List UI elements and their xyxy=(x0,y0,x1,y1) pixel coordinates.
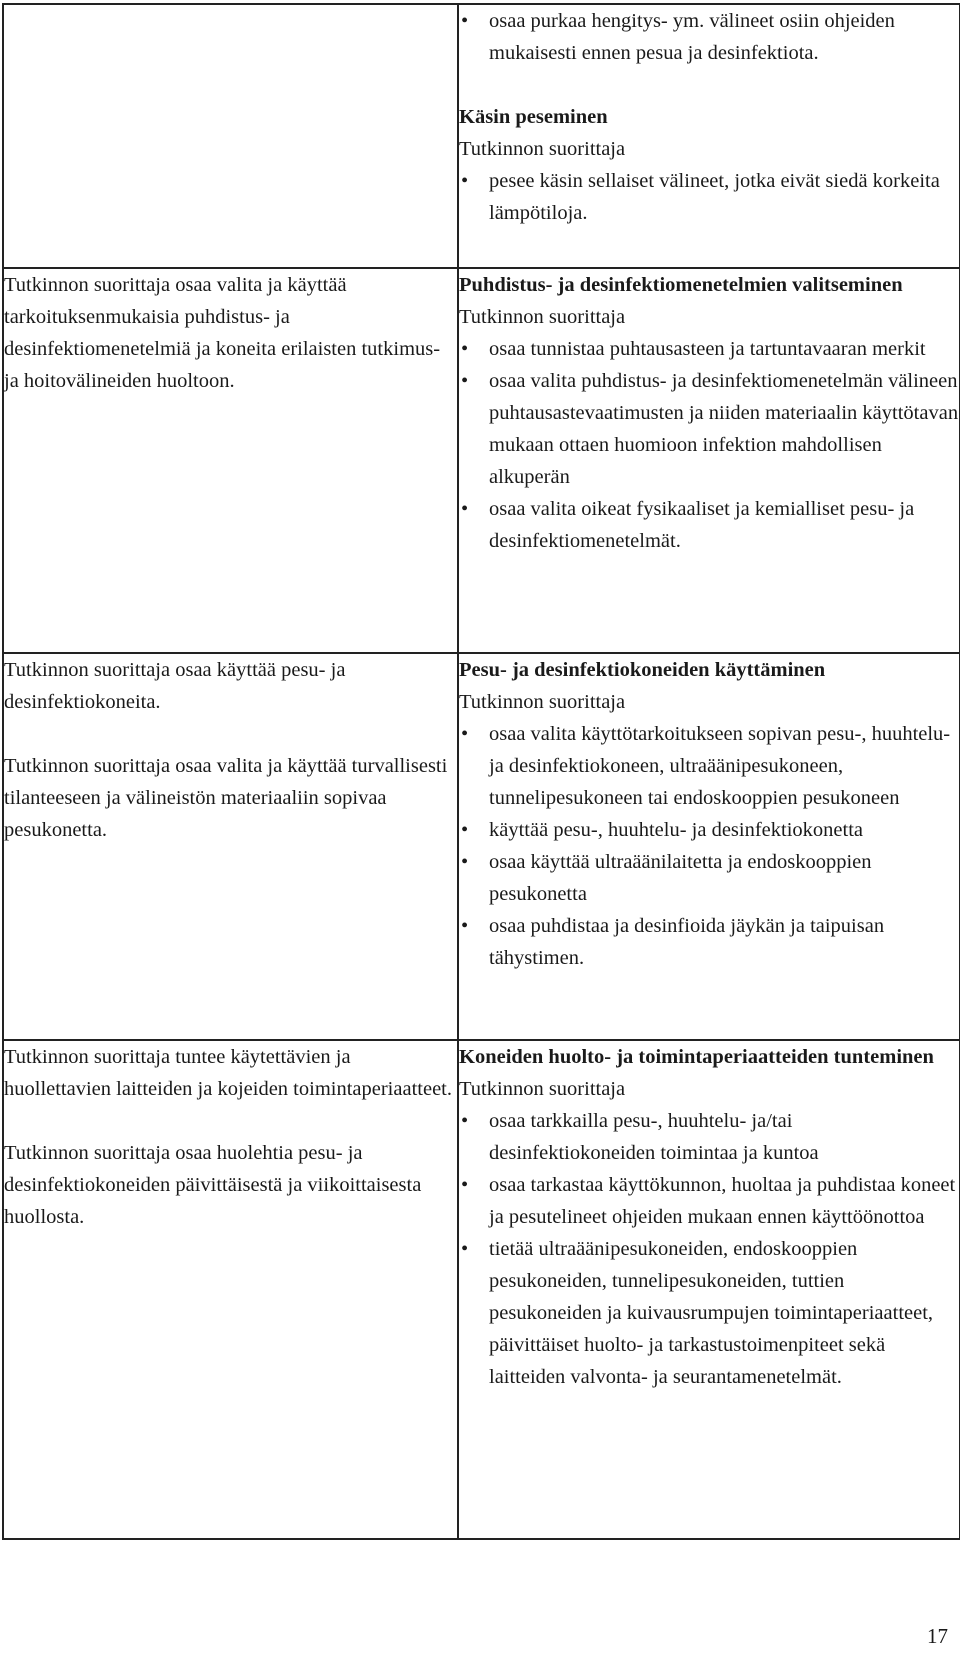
bullet-item: • käyttää pesu-, huuhtelu- ja desinfektiokonetta xyxy=(459,814,959,846)
section-intro: Tutkinnon suorittaja xyxy=(459,1078,626,1100)
competence-statement: Tutkinnon suorittaja osaa huolehtia pesu- ja desinfektiokoneiden päivittäisestä ja viikoittaisesta huollosta. xyxy=(4,1142,422,1228)
right-cell xyxy=(458,1040,960,1539)
bullet-item: • osaa valita puhdistus- ja desinfektiomenetelmän välineen puhtausastevaatimusten ja niiden materiaalin käyttötavan mukaan ottaen huomioon infektion mahdollisen alkuperän xyxy=(459,365,959,493)
left-cell xyxy=(3,268,458,653)
bullet-list xyxy=(459,165,959,229)
right-cell xyxy=(458,653,960,1040)
section-heading: Käsin peseminen xyxy=(459,106,608,128)
bullet-item: • pesee käsin sellaiset välineet, jotka eivät siedä korkeita lämpötiloja. xyxy=(459,165,959,229)
right-cell xyxy=(458,4,960,268)
bullet-item: • osaa tunnistaa puhtausasteen ja tartuntavaaran merkit xyxy=(459,333,959,365)
bullet-list xyxy=(459,1105,959,1393)
bullet-item: • osaa valita oikeat fysikaaliset ja kemialliset pesu- ja desinfektiomenetelmät. xyxy=(459,493,959,557)
page-number: 17 xyxy=(927,1624,948,1648)
bullet-item: • osaa tarkkailla pesu-, huuhtelu- ja/tai desinfektiokoneiden toimintaa ja kuntoa xyxy=(459,1105,959,1169)
table-row xyxy=(3,653,960,1040)
competence-statement: Tutkinnon suorittaja tuntee käytettävien ja huollettavien laitteiden ja kojeiden toimintaperiaatteet. xyxy=(4,1046,452,1100)
table-row xyxy=(3,4,960,268)
competence-table xyxy=(2,3,960,1540)
bullet-item: • osaa käyttää ultraäänilaitetta ja endoskooppien pesukonetta xyxy=(459,846,959,910)
competence-statement: Tutkinnon suorittaja osaa käyttää pesu- ja desinfektiokoneita. xyxy=(4,659,346,713)
right-cell xyxy=(458,268,960,653)
left-cell xyxy=(3,1040,458,1539)
bullet-list xyxy=(459,718,959,974)
left-cell xyxy=(3,653,458,1040)
table-row xyxy=(3,268,960,653)
bullet-item: • osaa puhdistaa ja desinfioida jäykän ja taipuisan tähystimen. xyxy=(459,910,959,974)
bullet-item: • tietää ultraäänipesukoneiden, endoskooppien pesukoneiden, tunnelipesukoneiden, tuttien pesukoneiden ja kuivausrumpujen toimintaperiaatteet, päivittäiset huolto- ja tarkastustoimenpiteet sekä laitteiden valvonta- ja seurantamenetelmät. xyxy=(459,1233,959,1393)
competence-statement: Tutkinnon suorittaja osaa valita ja käyttää tarkoituksenmukaisia puhdistus- ja desinfektiomenetelmiä ja koneita erilaisten tutkimus- ja hoitovälineiden huoltoon. xyxy=(4,274,441,392)
section-heading: Pesu- ja desinfektiokoneiden käyttäminen xyxy=(459,659,826,681)
bullet-item: • osaa tarkastaa käyttökunnon, huoltaa ja puhdistaa koneet ja pesutelineet ohjeiden mukaan ennen käyttöönottoa xyxy=(459,1169,959,1233)
bullet-item: • osaa purkaa hengitys- ym. välineet osiin ohjeiden mukaisesti ennen pesua ja desinfektiota. xyxy=(459,5,959,69)
bullet-list xyxy=(459,333,959,557)
section-intro: Tutkinnon suorittaja xyxy=(459,138,626,160)
table-row xyxy=(3,1040,960,1539)
section-heading: Puhdistus- ja desinfektiomenetelmien valitseminen xyxy=(459,274,903,296)
competence-statement: Tutkinnon suorittaja osaa valita ja käyttää turvallisesti tilanteeseen ja välineistön materiaaliin sopivaa pesukonetta. xyxy=(4,755,448,841)
section-intro: Tutkinnon suorittaja xyxy=(459,691,626,713)
section-heading: Koneiden huolto- ja toimintaperiaatteiden tunteminen xyxy=(459,1046,934,1068)
bullet-list xyxy=(459,5,959,69)
section-intro: Tutkinnon suorittaja xyxy=(459,306,626,328)
bullet-item: • osaa valita käyttötarkoitukseen sopivan pesu-, huuhtelu- ja desinfektiokoneen, ultraäänipesukoneen, tunnelipesukoneen tai endoskooppien pesukoneen xyxy=(459,718,959,814)
left-cell-empty xyxy=(3,4,458,268)
